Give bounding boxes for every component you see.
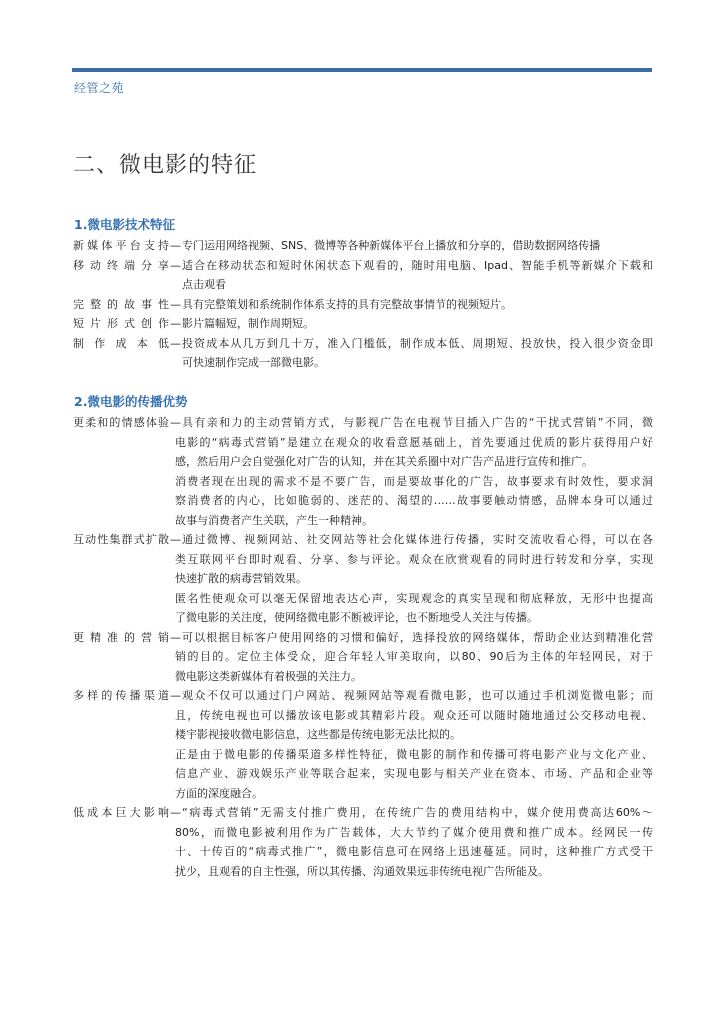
item-dash: — xyxy=(170,806,181,819)
item-text: 投资成本从几万到几十万，准入门槛低，制作成本低、周期短、投放快，投入很少资金即 xyxy=(182,336,653,350)
item-text: 方面的深度融合。 xyxy=(175,786,263,800)
item-dash: — xyxy=(170,317,181,330)
section-heading-tech: 1.微电影技术特征 xyxy=(74,217,175,232)
list-item-continuation xyxy=(73,706,653,804)
item-term: 短片形式创作 xyxy=(73,317,169,330)
item-text: 信息产业、游戏娱乐产业等联合起来，实现电影与相关产业在资本、市场、产品和企业等 xyxy=(175,767,653,780)
item-text: 电影的“病毒式营销”是建立在观众的收看意愿基础上，首先要通过优质的影片获得用户好 xyxy=(175,435,653,449)
item-text: 匿名性使观众可以毫无保留地表达心声，实现观念的真实呈现和彻底释放，无形中也提高 xyxy=(175,591,653,605)
list-item xyxy=(73,530,653,550)
item-term: 更精准的营销 xyxy=(73,630,169,644)
item-term: 更柔和的情感体验 xyxy=(73,416,169,429)
list-item xyxy=(73,628,653,648)
item-term: 新媒体平台支持 xyxy=(73,239,169,252)
item-dash: — xyxy=(170,689,181,702)
item-text: “病毒式营销”无需支付推广费用，在传统广告的费用结构中，媒介使用费高达60%～ xyxy=(182,806,653,819)
item-term: 完整的故事性 xyxy=(73,297,169,311)
item-term: 低成本巨大影响 xyxy=(73,806,169,819)
item-text: 通过微博、视频网站、社交网站等社会化媒体进行传播，实时交流收看心得，可以在各 xyxy=(182,533,653,546)
item-text: 扰少，且观看的自主性强，所以其传播、沟通效果远非传统电视广告所能及。 xyxy=(175,864,549,878)
header-rule xyxy=(72,68,652,72)
item-text: 类互联网平台即时观看、分享、参与评论。观众在欣赏观看的同时进行转发和分享，实现 xyxy=(175,552,653,566)
list-item-continuation xyxy=(73,433,653,531)
list-item xyxy=(73,334,653,373)
item-text: 影片篇幅短，制作周期短。 xyxy=(182,317,314,330)
item-text: 80%，而微电影被利用作为广告载体，大大节约了媒介使用费和推广成本。经网民一传 xyxy=(175,825,653,839)
section-heading-spread: 2.微电影的传播优势 xyxy=(74,394,188,409)
list-item xyxy=(73,686,653,706)
item-term: 移动终端分享 xyxy=(73,258,169,272)
tech-features-list xyxy=(73,236,653,373)
item-text: 十、十传百的“病毒式推广”，微电影信息可在网络上迅速蔓延。同时，这种推广方式受干 xyxy=(175,845,653,858)
list-item-continuation xyxy=(73,647,653,686)
item-text: 观众不仅可以通过门户网站、视频网站等观看微电影，也可以通过手机浏览微电影；而 xyxy=(182,689,653,702)
item-text: 快速扩散的病毒营销效果。 xyxy=(175,572,307,585)
list-item-continuation xyxy=(73,550,653,628)
list-item xyxy=(73,803,653,823)
item-text: 可以根据目标客户使用网络的习惯和偏好，选择投放的网络媒体，帮助企业达到精准化营 xyxy=(182,630,653,644)
item-text: 感，然后用户会自觉强化对广告的认知，并在其关系圈中对广告产品进行宣传和推广。 xyxy=(175,455,593,468)
item-dash: — xyxy=(170,533,181,546)
list-item-continuation xyxy=(73,823,653,882)
item-term: 多样的传播渠道 xyxy=(73,689,169,702)
list-item xyxy=(73,256,653,295)
item-dash: — xyxy=(170,258,181,272)
item-text: 专门运用网络视频、SNS、微博等各种新媒体平台上播放和分享的，借助数据网络传播 xyxy=(182,239,601,252)
brand-label: 经管之苑 xyxy=(74,81,125,95)
item-text: 微电影这类新媒体有着极强的关注力。 xyxy=(175,669,362,683)
item-text: 销的目的。定位主体受众，迎合年轻人审美取向，以80、90后为主体的年轻网民，对于 xyxy=(175,650,653,663)
list-item xyxy=(73,236,653,256)
item-text: 消费者现在出现的需求不是不要广告，而是要故事化的广告，故事要求有时效性，要求洞 xyxy=(175,474,653,488)
item-text: 察消费者的内心，比如脆弱的、迷茫的、渴望的……故事要触动情感，品牌本身可以通过 xyxy=(175,494,653,507)
item-term: 互动性集群式扩散 xyxy=(73,533,169,546)
item-text: 故事与消费者产生关联，产生一种精神。 xyxy=(175,513,373,527)
list-item xyxy=(73,413,653,433)
item-term: 制作成本低 xyxy=(73,336,169,350)
item-text: 适合在移动状态和短时休闲状态下观看的，随时用电脑、Ipad、智能手机等新媒介下载和 xyxy=(182,258,653,272)
item-text: 了微电影的关注度，使网络微电影不断被评论，也不断地受人关注与传播。 xyxy=(175,611,538,624)
item-text: 具有亲和力的主动营销方式，与影视广告在电视节目插入广告的“干扰式营销”不同，微 xyxy=(182,416,653,429)
item-text: 正是由于微电影的传播渠道多样性特征，微电影的制作和传播可将电影产业与文化产业、 xyxy=(175,747,653,761)
page-title: 二、微电影的特征 xyxy=(73,153,258,178)
item-text: 可快速制作完成一部微电影。 xyxy=(182,356,325,369)
item-dash: — xyxy=(170,297,181,311)
item-dash: — xyxy=(170,630,181,644)
list-item xyxy=(73,295,653,315)
item-dash: — xyxy=(170,416,181,429)
item-text: 楼宇影视接收微电影信息，这些都是传统电影无法比拟的。 xyxy=(175,728,461,741)
list-item xyxy=(73,314,653,334)
spread-advantages-list xyxy=(73,413,653,881)
item-dash: — xyxy=(170,336,181,350)
item-text: 具有完整策划和系统制作体系支持的具有完整故事情节的视频短片。 xyxy=(182,297,512,311)
item-text: 点击观看 xyxy=(182,278,226,291)
item-dash: — xyxy=(170,239,181,252)
item-text: 且，传统电视也可以播放该电影或其精彩片段。观众还可以随时随地通过公交移动电视、 xyxy=(175,708,653,722)
